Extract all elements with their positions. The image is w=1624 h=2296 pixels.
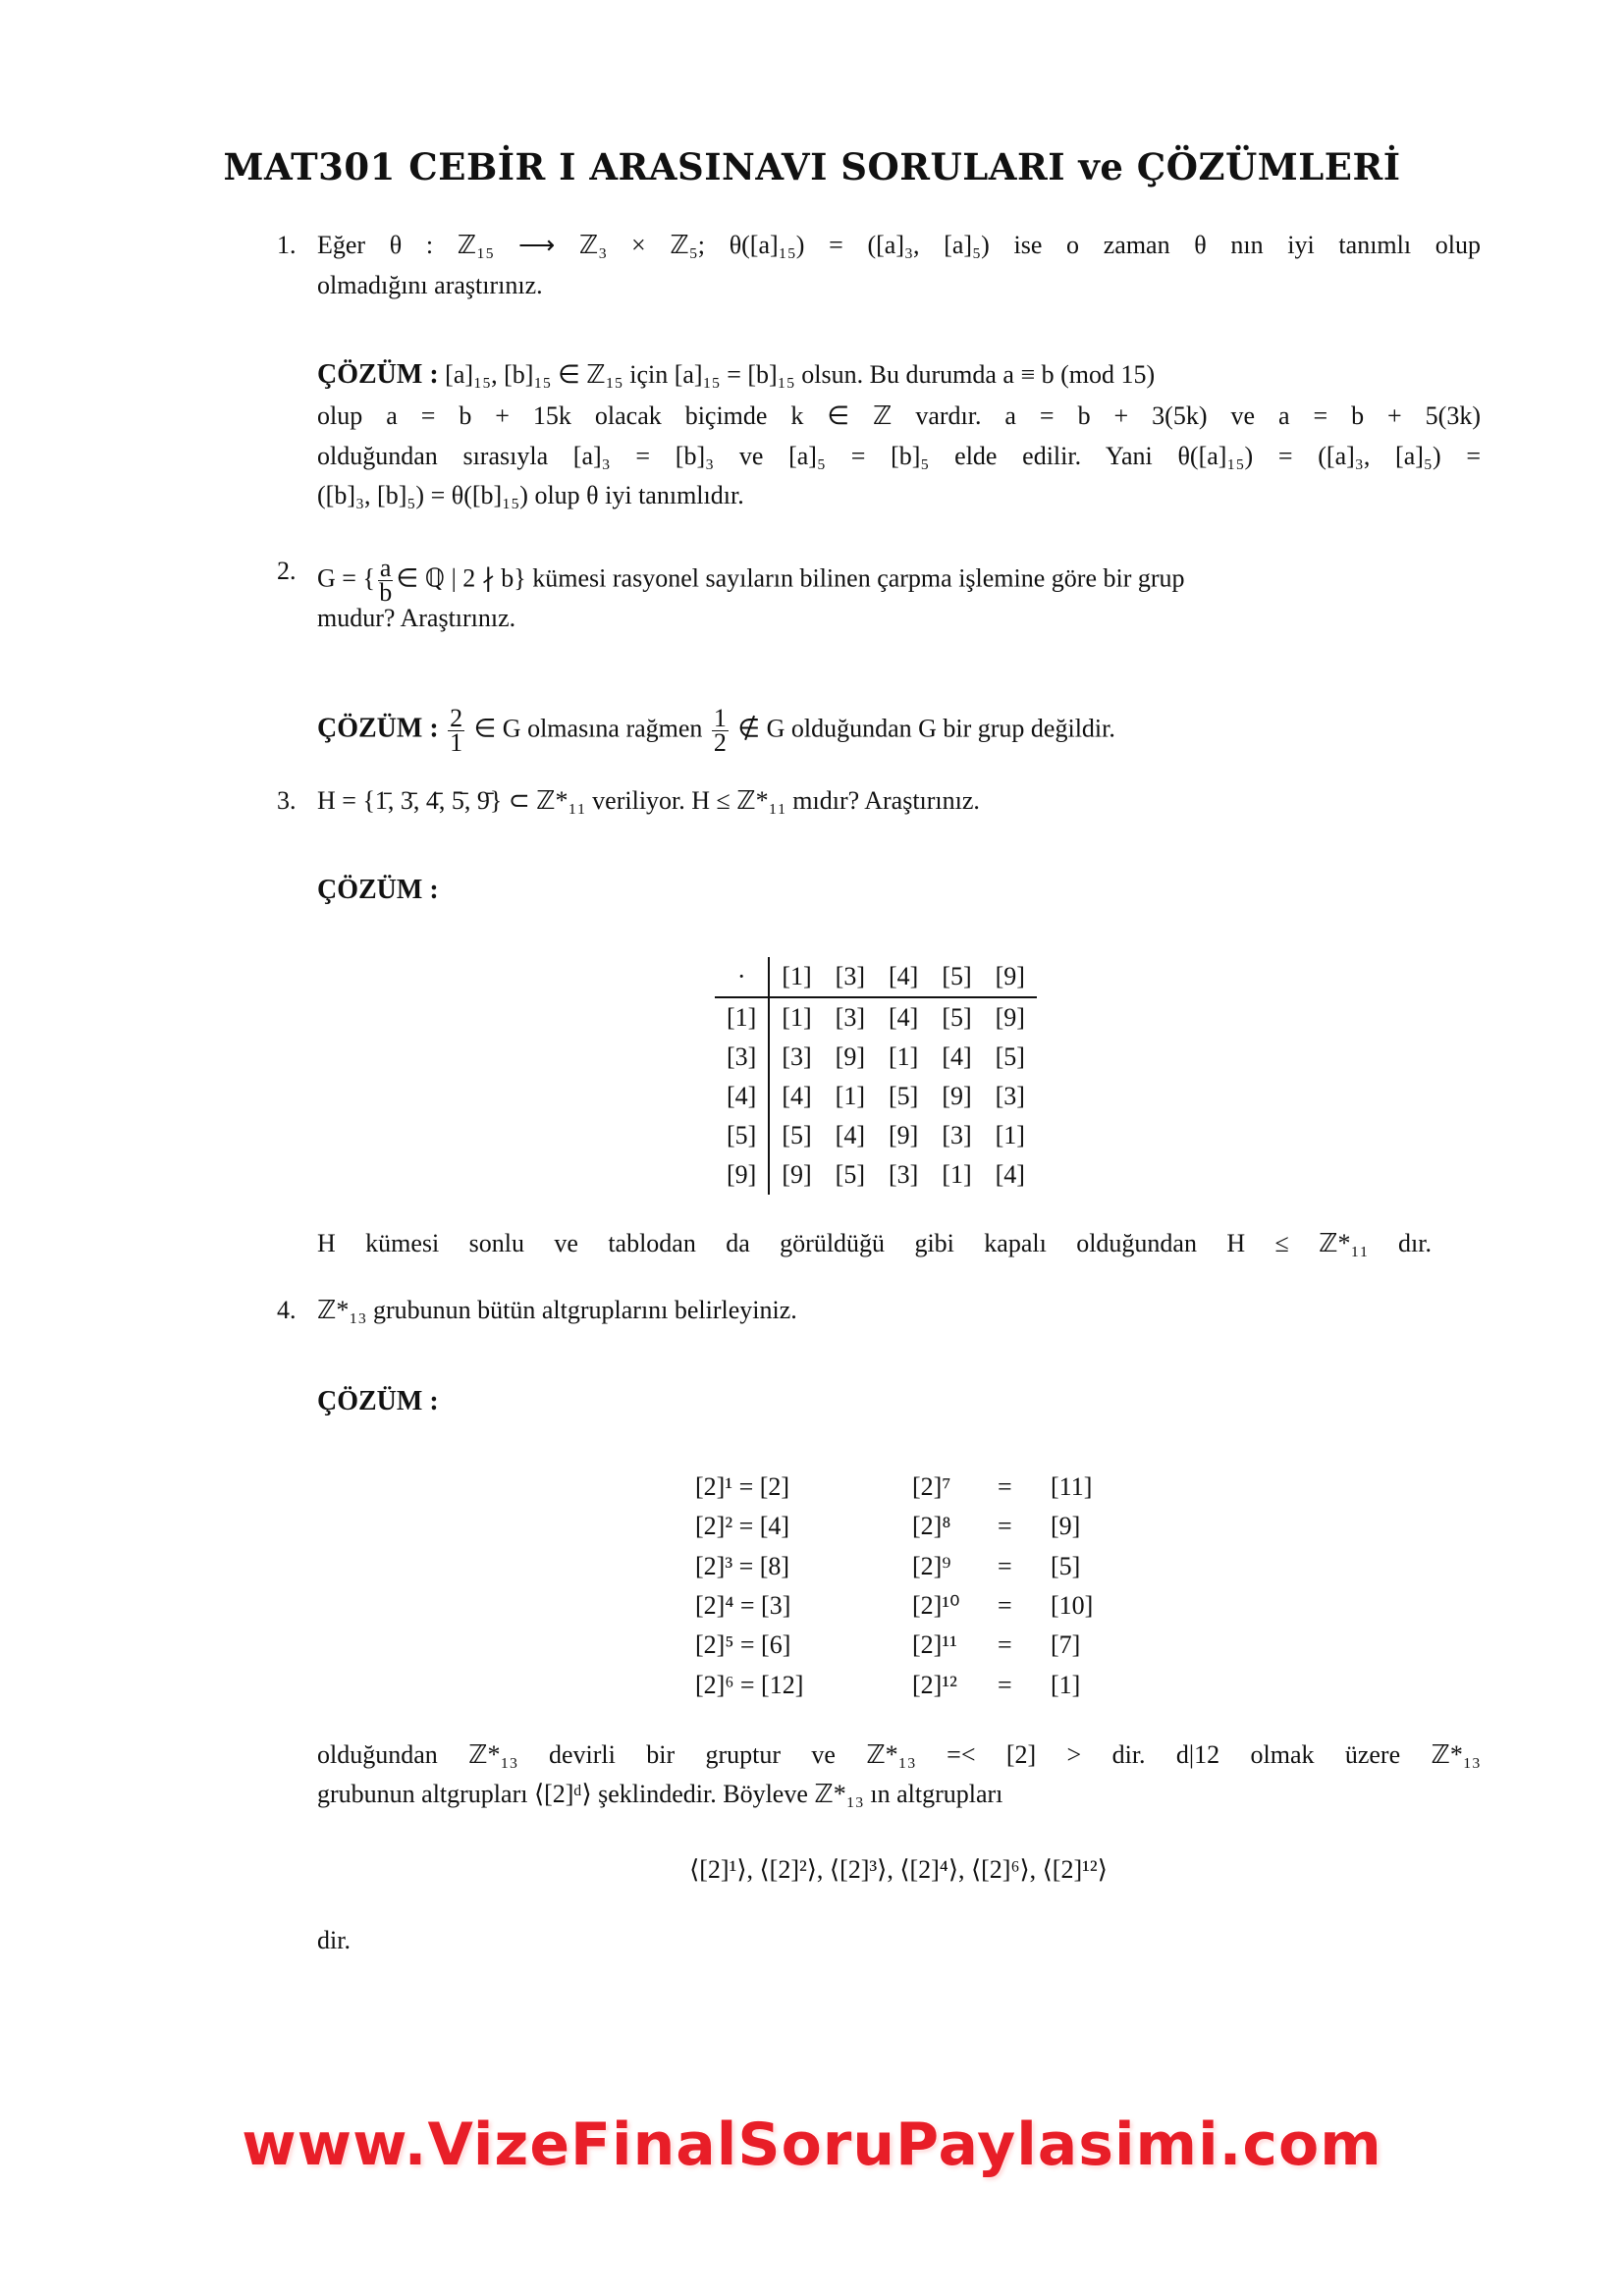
solution-1-line-4: ([b]₃, [b]₅) = θ([b]₁₅) olup θ iyi tanımlıdır. — [317, 481, 744, 509]
question-1-line-2: olmadığını araştırınız. — [317, 271, 543, 299]
table-cell: [1] — [835, 1082, 865, 1110]
table-cell: [4] — [888, 1003, 919, 1032]
power-right-rhs: [10] — [1051, 1590, 1094, 1620]
table-cell: [1] — [995, 1121, 1025, 1149]
solution-2 — [317, 704, 1115, 757]
table-cell: [4] — [835, 1121, 865, 1149]
table-cell: [5] — [888, 1082, 919, 1110]
question-number: 2. — [277, 557, 297, 585]
table-row-label: [9] — [715, 1155, 769, 1195]
numerator: 2 — [450, 704, 463, 732]
solution-text: [a]₁₅, [b]₁₅ ∈ ℤ₁₅ için [a]₁₅ = [b]₁₅ olsun. Bu durumda a ≡ b (mod 15) — [445, 360, 1156, 389]
power-left: [2]⁵ = [6] — [695, 1630, 791, 1660]
solution-1-line-2: olup a = b + 15k olacak biçimde k ∈ ℤ vardır. a = b + 3(5k) ve a = b + 5(3k) — [317, 401, 1481, 430]
fraction — [378, 554, 394, 607]
table-row — [715, 1116, 1037, 1155]
power-right-lhs: [2]¹¹ — [912, 1630, 957, 1660]
table-cell: [1] — [782, 1003, 812, 1032]
question-number: 1. — [277, 231, 297, 259]
table-cell: [4] — [995, 1160, 1025, 1189]
solution-label: ÇÖZÜM : — [317, 1386, 439, 1416]
question-3-conclusion: H kümesi sonlu ve tablodan da görüldüğü gibi kapalı olduğundan H ≤ ℤ*₁₁ dır. — [317, 1229, 1432, 1257]
table-cell: [9] — [888, 1121, 919, 1149]
table-corner: · — [715, 957, 769, 997]
table-header-cell: [3] — [824, 957, 877, 997]
table-cell: [9] — [835, 1042, 865, 1071]
question-3-line: H = {1̄, 3̄, 4̄, 5̄, 9̄} ⊂ ℤ*₁₁ veriliyor. H ≤ ℤ*₁₁ mıdır? Araştırınız. — [317, 786, 980, 815]
solution-label: ÇÖZÜM : — [317, 713, 439, 744]
solution-1-line-3: olduğundan sırasıyla [a]₃ = [b]₃ ve [a]₅ = [b]₅ elde edilir. Yani θ([a]₁₅) = ([a]₃, [a]₅) = — [317, 442, 1481, 470]
table-cell: [1] — [888, 1042, 919, 1071]
power-left: [2]¹ = [2] — [695, 1472, 790, 1501]
page-title: MAT301 CEBİR I ARASINAVI SORULARI ve ÇÖZÜMLERİ — [223, 145, 1401, 188]
table-row-label: [5] — [715, 1116, 769, 1155]
power-right-lhs: [2]¹⁰ — [912, 1590, 960, 1620]
numerator: a — [379, 554, 392, 582]
denominator: 1 — [450, 728, 463, 757]
table-cell: [3] — [782, 1042, 812, 1071]
table-header-cell: [9] — [984, 957, 1037, 997]
table-cell: [4] — [782, 1082, 812, 1110]
question-4-line: ℤ*₁₃ grubunun bütün altgruplarını belirleyiniz. — [317, 1296, 797, 1324]
subgroup-list: ⟨[2]¹⟩, ⟨[2]²⟩, ⟨[2]³⟩, ⟨[2]⁴⟩, ⟨[2]⁶⟩, ⟨[2]¹²⟩ — [689, 1855, 1108, 1884]
table-cell: [1] — [942, 1160, 972, 1189]
power-right-lhs: [2]⁷ — [912, 1472, 951, 1501]
table-cell: [5] — [995, 1042, 1025, 1071]
table-row — [715, 1077, 1037, 1116]
table-cell: [9] — [942, 1082, 972, 1110]
power-equals: = — [998, 1512, 1012, 1541]
table-cell: [5] — [782, 1121, 812, 1149]
question-text: ∈ ℚ | 2 ∤ b} kümesi rasyonel sayıların bilinen çarpma işlemine göre bir grup — [396, 563, 1185, 593]
table-row-label: [4] — [715, 1077, 769, 1116]
fraction — [712, 704, 729, 757]
power-equals: = — [998, 1551, 1012, 1580]
question-number: 3. — [277, 786, 297, 815]
table-header-row — [715, 957, 1037, 997]
power-right-rhs: [1] — [1051, 1670, 1081, 1699]
power-equals: = — [998, 1670, 1012, 1699]
table-cell: [3] — [888, 1160, 919, 1189]
power-right-rhs: [7] — [1051, 1630, 1081, 1660]
power-left: [2]² = [4] — [695, 1512, 790, 1541]
fraction — [448, 704, 464, 757]
solution-1-line-1 — [317, 360, 1155, 390]
multiplication-table — [715, 957, 1037, 1195]
power-left: [2]⁶ = [12] — [695, 1670, 804, 1699]
solution-4-line-1: olduğundan ℤ*₁₃ devirli bir gruptur ve ℤ*₁₃ =< [2] > dir. d|12 olmak üzere ℤ*₁₃ — [317, 1740, 1481, 1769]
table-cell: [9] — [995, 1003, 1025, 1032]
table-header-cell: [1] — [769, 957, 823, 997]
power-equals: = — [998, 1472, 1012, 1501]
question-1-line-1: Eğer θ : ℤ₁₅ ⟶ ℤ₃ × ℤ₅; θ([a]₁₅) = ([a]₃, [a]₅) ise o zaman θ nın iyi tanımlı olup — [317, 231, 1481, 259]
power-right-lhs: [2]⁹ — [912, 1551, 951, 1580]
solution-label: ÇÖZÜM : — [317, 359, 439, 390]
power-equals: = — [998, 1630, 1012, 1660]
power-right-lhs: [2]¹² — [912, 1670, 957, 1699]
table-cell: [4] — [942, 1042, 972, 1071]
table-cell: [5] — [942, 1003, 972, 1032]
solution-text: ∉ G olduğundan G bir grup değildir. — [737, 714, 1115, 743]
question-2-line-2: mudur? Araştırınız. — [317, 604, 516, 632]
power-equals: = — [998, 1590, 1012, 1620]
question-number: 4. — [277, 1296, 297, 1324]
table-header-cell: [4] — [877, 957, 930, 997]
power-left: [2]³ = [8] — [695, 1551, 790, 1580]
denominator: b — [379, 578, 393, 607]
table-cell: [5] — [835, 1160, 865, 1189]
table-row — [715, 997, 1037, 1038]
table-row — [715, 1038, 1037, 1077]
set-open: G = { — [317, 563, 375, 593]
table-cell: [3] — [995, 1082, 1025, 1110]
power-left: [2]⁴ = [3] — [695, 1590, 791, 1620]
denominator: 2 — [713, 728, 727, 757]
solution-4-line-2: grubunun altgrupları ⟨[2]ᵈ⟩ şeklindedir. Böyleve ℤ*₁₃ ın altgrupları — [317, 1780, 1003, 1808]
solution-label: ÇÖZÜM : — [317, 875, 439, 905]
table-cell: [3] — [835, 1003, 865, 1032]
power-right-rhs: [11] — [1051, 1472, 1093, 1501]
solution-text: ∈ G olmasına rağmen — [473, 714, 703, 743]
solution-4-end: dir. — [317, 1926, 351, 1954]
power-right-lhs: [2]⁸ — [912, 1512, 951, 1541]
question-2-line-1 — [317, 554, 1185, 607]
table-cell: [3] — [942, 1121, 972, 1149]
power-right-rhs: [5] — [1051, 1551, 1081, 1580]
watermark: www.VizeFinalSoruPaylasimi.com — [242, 2110, 1382, 2179]
power-right-rhs: [9] — [1051, 1512, 1081, 1541]
table-row — [715, 1155, 1037, 1195]
table-cell: [9] — [782, 1160, 812, 1189]
numerator: 1 — [713, 704, 727, 732]
table-row-label: [3] — [715, 1038, 769, 1077]
table-row-label: [1] — [715, 997, 769, 1038]
table-header-cell: [5] — [930, 957, 983, 997]
